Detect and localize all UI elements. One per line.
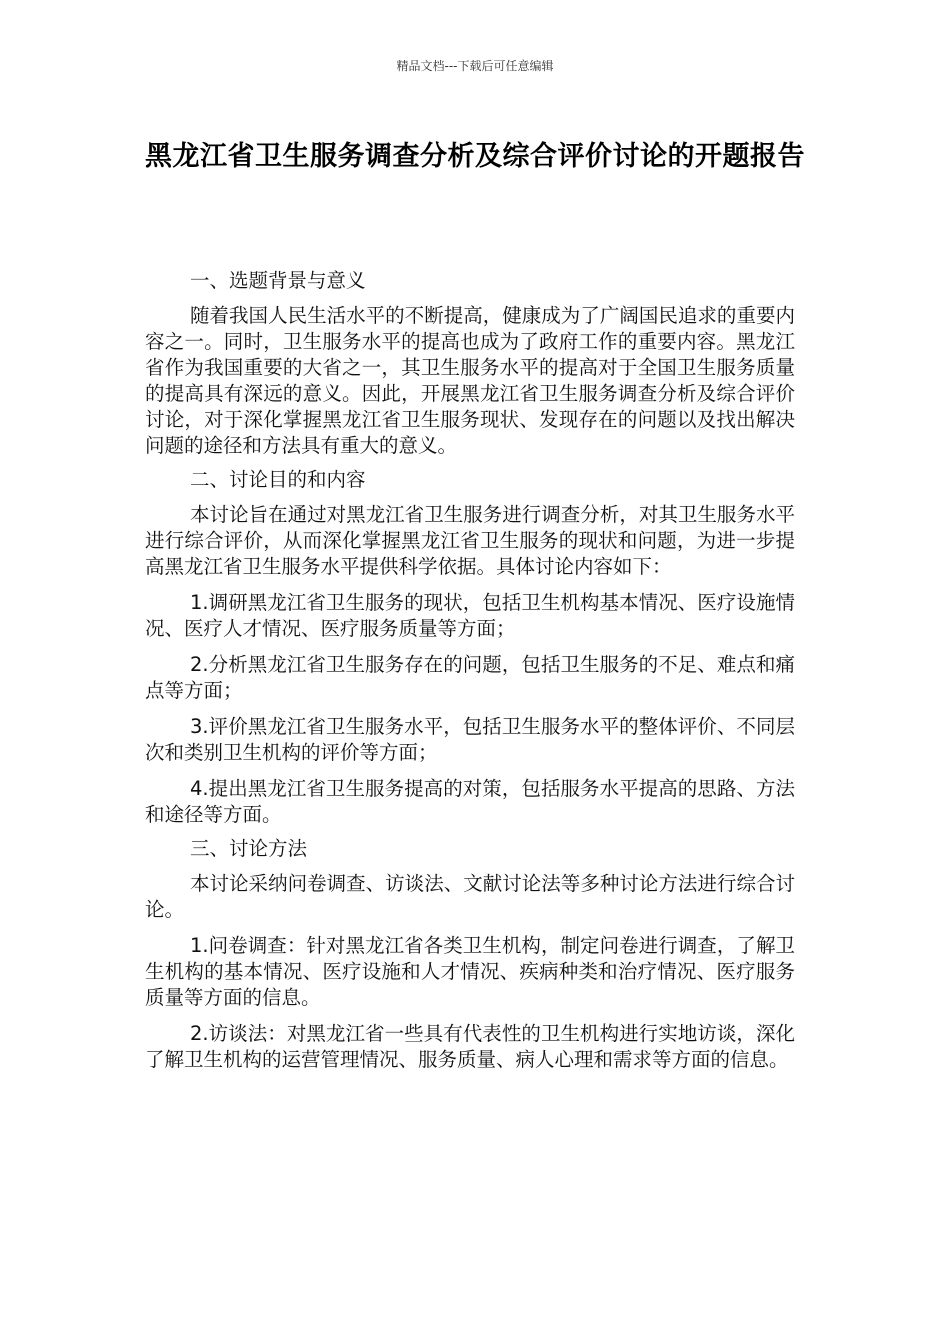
paragraph-purpose: 本讨论旨在通过对黑龙江省卫生服务进行调查分析，对其卫生服务水平进行综合评价，从而深化掌握黑龙江省卫生服务的现状和问题，为进一步提高黑龙江省卫生服务水平提供科学依据。具体讨论内容如下：	[145, 503, 795, 578]
header-note: 精品文档---下载后可任意编辑	[396, 59, 554, 73]
section-heading-method: 三、讨论方法	[190, 837, 308, 860]
list-item-content-1: 1.调研黑龙江省卫生服务的现状，包括卫生机构基本情况、医疗设施情况、医疗人才情况、医疗服务质量等方面；	[145, 591, 795, 640]
list-item-content-2: 2.分析黑龙江省卫生服务存在的问题，包括卫生服务的不足、难点和痛点等方面；	[145, 653, 795, 702]
section-heading-purpose: 二、讨论目的和内容	[190, 468, 366, 491]
document-body	[145, 268, 795, 1081]
paragraph-background: 随着我国人民生活水平的不断提高，健康成为了广阔国民追求的重要内容之一。同时，卫生服务水平的提高也成为了政府工作的重要内容。黑龙江省作为我国重要的大省之一，其卫生服务水平的提高对于全国卫生服务质量的提高具有深远的意义。因此，开展黑龙江省卫生服务调查分析及综合评价讨论，对于深化掌握黑龙江省卫生服务现状、发现存在的问题以及找出解决问题的途径和方法具有重大的意义。	[145, 304, 795, 457]
paragraph-method: 本讨论采纳问卷调查、访谈法、文献讨论法等多种讨论方法进行综合讨论。	[145, 872, 795, 921]
list-item-method-1: 1.问卷调查：针对黑龙江省各类卫生机构，制定问卷进行调查，了解卫生机构的基本情况、医疗设施和人才情况、疾病种类和治疗情况、医疗服务质量等方面的信息。	[145, 934, 795, 1009]
list-item-method-2: 2.访谈法：对黑龙江省一些具有代表性的卫生机构进行实地访谈，深化了解卫生机构的运营管理情况、服务质量、病人心理和需求等方面的信息。	[145, 1022, 795, 1071]
list-item-content-4: 4.提出黑龙江省卫生服务提高的对策，包括服务水平提高的思路、方法和途径等方面。	[145, 777, 795, 826]
section-heading-background: 一、选题背景与意义	[190, 269, 366, 292]
list-item-content-3: 3.评价黑龙江省卫生服务水平，包括卫生服务水平的整体评价、不同层次和类别卫生机构的评价等方面；	[145, 715, 795, 764]
document-title: 黑龙江省卫生服务调查分析及综合评价讨论的开题报告	[145, 141, 805, 172]
